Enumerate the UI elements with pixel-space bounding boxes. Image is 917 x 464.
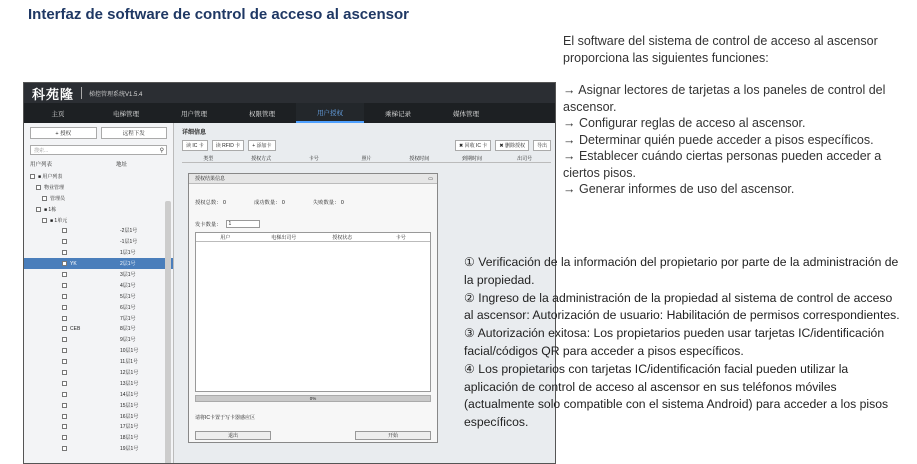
search-icon[interactable]: ⚲ bbox=[159, 147, 164, 154]
tree-row-address: 18层1号 bbox=[120, 435, 139, 442]
search-placeholder: 搜索... bbox=[34, 147, 49, 154]
tree-row-label: CEB bbox=[70, 325, 81, 332]
dialog-result-table bbox=[195, 232, 431, 392]
tree-row-address: 15层1号 bbox=[120, 402, 139, 409]
recycle-ic-card-button[interactable]: ✖ 回收 IC 卡 bbox=[455, 140, 491, 151]
checkbox[interactable] bbox=[62, 305, 67, 310]
add-card-button[interactable]: + 添加卡 bbox=[248, 140, 275, 151]
tree-row-label: 管理员 bbox=[50, 195, 66, 202]
tree-row-address: 14层1号 bbox=[120, 391, 139, 398]
tree-row[interactable] bbox=[24, 204, 173, 215]
tree-row[interactable] bbox=[24, 356, 173, 367]
step-4: ④ Los propietarios con tarjetas IC/identificación facial pueden utilizar la aplicación de control de acceso al ascensor en sus teléfonos móviles (actualmente solo compatible con el sistema Android) para acceder a los pisos específicos. bbox=[464, 361, 889, 430]
tree-row[interactable] bbox=[24, 334, 173, 345]
card-count-label: 发卡数量： bbox=[195, 222, 222, 228]
tree-row-address: 12层1号 bbox=[120, 369, 139, 376]
close-icon[interactable]: ▭ bbox=[428, 175, 433, 182]
tree-row[interactable] bbox=[24, 225, 173, 236]
fail-label: 失败数量： bbox=[312, 200, 340, 206]
tree-row-address: 2层1号 bbox=[120, 261, 136, 268]
tree-row-label: ■ 1栋 bbox=[44, 206, 57, 213]
tree-row[interactable] bbox=[24, 215, 173, 226]
tree-row-address: 16层1号 bbox=[120, 413, 139, 420]
tree-row[interactable] bbox=[24, 400, 173, 411]
tree-row-label: 物业管理 bbox=[44, 184, 65, 191]
tree-row[interactable] bbox=[24, 345, 173, 356]
page-title: Interfaz de software de control de acceso al ascensor bbox=[28, 6, 409, 23]
success-value: 0 bbox=[281, 200, 285, 206]
tree-row-address: 8层1号 bbox=[120, 326, 136, 333]
checkbox[interactable] bbox=[62, 337, 67, 342]
tree-row-address: -2层1号 bbox=[120, 228, 138, 235]
tree-row-address: 11层1号 bbox=[120, 359, 138, 366]
checkbox[interactable] bbox=[62, 294, 67, 299]
checkbox[interactable] bbox=[62, 261, 67, 266]
checkbox[interactable] bbox=[62, 403, 67, 408]
col-expire-time: 到期时间 bbox=[461, 156, 482, 162]
tree-row-address: 6层1号 bbox=[120, 304, 136, 311]
features-description bbox=[563, 33, 913, 198]
tree-row[interactable] bbox=[24, 432, 173, 443]
read-rfid-card-button[interactable]: 读 RFID 卡 bbox=[212, 140, 244, 151]
tree-row-address: 4层1号 bbox=[120, 282, 136, 289]
dialog-message: 请将IC卡置于写卡器感应区 bbox=[195, 415, 256, 421]
step-3: ③ Autorización exitosa: Los propietarios pueden usar tarjetas IC/identificación facial/códigos QR para acceder a pisos específicos. bbox=[464, 326, 885, 358]
tree-row[interactable] bbox=[24, 193, 173, 204]
tree-row-address: 13层1号 bbox=[120, 380, 139, 387]
feature-item: → Determinar quién puede acceder a pisos específicos. bbox=[563, 132, 874, 147]
checkbox[interactable] bbox=[62, 392, 67, 397]
checkbox[interactable] bbox=[62, 359, 67, 364]
checkbox[interactable] bbox=[62, 228, 67, 233]
checkbox[interactable] bbox=[62, 435, 67, 440]
tree-row[interactable] bbox=[24, 280, 173, 291]
col-auth-time: 授权时间 bbox=[409, 156, 430, 162]
col-auth-method: 授权方式 bbox=[251, 156, 272, 162]
tree-header-address: 地址 bbox=[116, 162, 128, 168]
tree-row-address: 19层1号 bbox=[120, 446, 139, 453]
tree-row-label: YK bbox=[70, 260, 77, 267]
tree-row-address: 5层1号 bbox=[120, 293, 136, 300]
feature-item: → Generar informes de uso del ascensor. bbox=[563, 182, 795, 196]
success-label: 成功数量： bbox=[253, 200, 281, 206]
tree-row[interactable] bbox=[24, 247, 173, 258]
features-intro: El software del sistema de control de acceso al ascensor proporciona las siguientes funciones: bbox=[563, 34, 878, 65]
dialog-titlebar bbox=[189, 174, 437, 184]
tree-row[interactable] bbox=[24, 269, 173, 280]
app-logo: 科苑隆 bbox=[32, 87, 75, 103]
progress-bar: 0% bbox=[195, 395, 431, 402]
user-tree-pane bbox=[24, 123, 174, 463]
remote-send-button[interactable]: 远程下发 bbox=[101, 127, 168, 139]
col-type: 类型 bbox=[203, 156, 214, 162]
nav-permissions[interactable]: 权限管理 bbox=[249, 110, 275, 118]
checkbox[interactable] bbox=[62, 370, 67, 375]
tree-row-address: 17层1号 bbox=[120, 424, 139, 431]
col-card-number: 卡号 bbox=[308, 156, 319, 162]
tree-row[interactable] bbox=[24, 313, 173, 324]
feature-item: → Asignar lectores de tarjetas a los paneles de control del ascensor. bbox=[563, 83, 886, 114]
authorization-result-dialog bbox=[188, 173, 438, 443]
checkbox[interactable] bbox=[62, 250, 67, 255]
tree-row[interactable] bbox=[24, 302, 173, 313]
tree-header-name: 用户列表 bbox=[30, 162, 53, 168]
card-count-row bbox=[189, 206, 437, 228]
checkbox[interactable] bbox=[62, 446, 67, 451]
checkbox[interactable] bbox=[42, 196, 47, 201]
tree-row-address: 3层1号 bbox=[120, 271, 136, 278]
detail-table-header bbox=[182, 155, 551, 163]
tree-row[interactable] bbox=[24, 171, 173, 182]
nav-user-authorization[interactable]: 用户授权 bbox=[296, 103, 364, 123]
tree-row[interactable] bbox=[24, 291, 173, 302]
app-nav bbox=[24, 103, 555, 123]
dlg-col-status: 授权状态 bbox=[332, 234, 353, 241]
tree-scrollbar[interactable] bbox=[165, 201, 171, 464]
step-1: ① Verificación de la información del propietario por parte de la administración de la propiedad. bbox=[464, 255, 899, 287]
dialog-stats bbox=[189, 184, 437, 206]
tree-search-input[interactable] bbox=[30, 145, 167, 155]
tree-header bbox=[24, 157, 173, 171]
feature-item: → Establecer cuándo ciertas personas pueden acceder a ciertos pisos. bbox=[563, 149, 882, 180]
checkbox[interactable] bbox=[42, 218, 47, 223]
checkbox[interactable] bbox=[62, 316, 67, 321]
checkbox[interactable] bbox=[62, 272, 67, 277]
tree-row-address: -1层1号 bbox=[120, 239, 138, 246]
checkbox[interactable] bbox=[62, 414, 67, 419]
checkbox[interactable] bbox=[62, 381, 67, 386]
tree-row-address: 10层1号 bbox=[120, 348, 139, 355]
tree-row[interactable] bbox=[24, 378, 173, 389]
checkbox[interactable] bbox=[62, 348, 67, 353]
nav-home[interactable]: 主页 bbox=[51, 110, 65, 118]
tree-row-label: ■ 1单元 bbox=[50, 217, 68, 224]
nav-users[interactable]: 用户管理 bbox=[181, 110, 207, 118]
checkbox[interactable] bbox=[62, 326, 67, 331]
tree-row[interactable] bbox=[24, 443, 173, 454]
read-ic-card-button[interactable]: 读 IC 卡 bbox=[182, 140, 208, 151]
fail-value: 0 bbox=[340, 200, 344, 206]
tree-row-label: ■ 用户列表 bbox=[38, 173, 63, 180]
nav-records[interactable]: 乘梯记录 bbox=[385, 110, 411, 118]
user-tree bbox=[24, 171, 173, 454]
checkbox[interactable] bbox=[62, 239, 67, 244]
feature-item: → Configurar reglas de acceso al ascensor. bbox=[563, 116, 806, 130]
tree-row-address: 7层1号 bbox=[120, 315, 136, 322]
steps-description bbox=[464, 254, 904, 432]
checkbox[interactable] bbox=[30, 174, 35, 179]
tree-row[interactable] bbox=[24, 258, 173, 269]
app-subtitle: 梯控管理系统V1.5.4 bbox=[89, 91, 143, 98]
checkbox[interactable] bbox=[36, 185, 41, 190]
tree-row[interactable] bbox=[24, 421, 173, 432]
detail-title: 详细信息 bbox=[182, 130, 207, 136]
total-value: 0 bbox=[222, 200, 226, 206]
dlg-col-user: 用户 bbox=[220, 234, 231, 241]
exit-button[interactable]: 退出 bbox=[195, 431, 271, 440]
col-exit-number: 出司号 bbox=[517, 156, 533, 162]
tree-row[interactable] bbox=[24, 323, 173, 334]
step-2: ② Ingreso de la administración de la propiedad al sistema de control de acceso al ascensor: Autorización de usuario: Habilitación de permisos correspondientes. bbox=[464, 290, 900, 323]
checkbox[interactable] bbox=[62, 424, 67, 429]
authorize-button[interactable]: + 授权 bbox=[30, 127, 97, 139]
divider bbox=[81, 87, 82, 99]
tree-row[interactable] bbox=[24, 182, 173, 193]
app-titlebar bbox=[24, 83, 555, 103]
dlg-col-exit: 电梯出司号 bbox=[271, 234, 297, 241]
checkbox[interactable] bbox=[36, 207, 41, 212]
tree-row[interactable] bbox=[24, 367, 173, 378]
delete-authorization-button[interactable]: ✖ 删除授权 bbox=[495, 140, 529, 151]
col-photo: 照片 bbox=[361, 156, 372, 162]
card-count-stepper[interactable]: 1 bbox=[226, 220, 260, 228]
tree-row-address: 9层1号 bbox=[120, 337, 136, 344]
detail-toolbar bbox=[182, 139, 551, 151]
nav-elevator[interactable]: 电梯管理 bbox=[113, 110, 139, 118]
nav-media[interactable]: 媒体管理 bbox=[453, 110, 479, 118]
total-label: 授权总数： bbox=[195, 200, 222, 206]
tree-row[interactable] bbox=[24, 236, 173, 247]
start-button[interactable]: 开始 bbox=[355, 431, 431, 440]
tree-row-address: 1层1号 bbox=[120, 250, 136, 257]
tree-row[interactable] bbox=[24, 411, 173, 422]
tree-row[interactable] bbox=[24, 389, 173, 400]
dlg-col-card: 卡号 bbox=[395, 234, 406, 241]
checkbox[interactable] bbox=[62, 283, 67, 288]
dialog-title: 授权结果信息 bbox=[195, 176, 226, 182]
export-button[interactable]: 导出 bbox=[533, 140, 551, 151]
